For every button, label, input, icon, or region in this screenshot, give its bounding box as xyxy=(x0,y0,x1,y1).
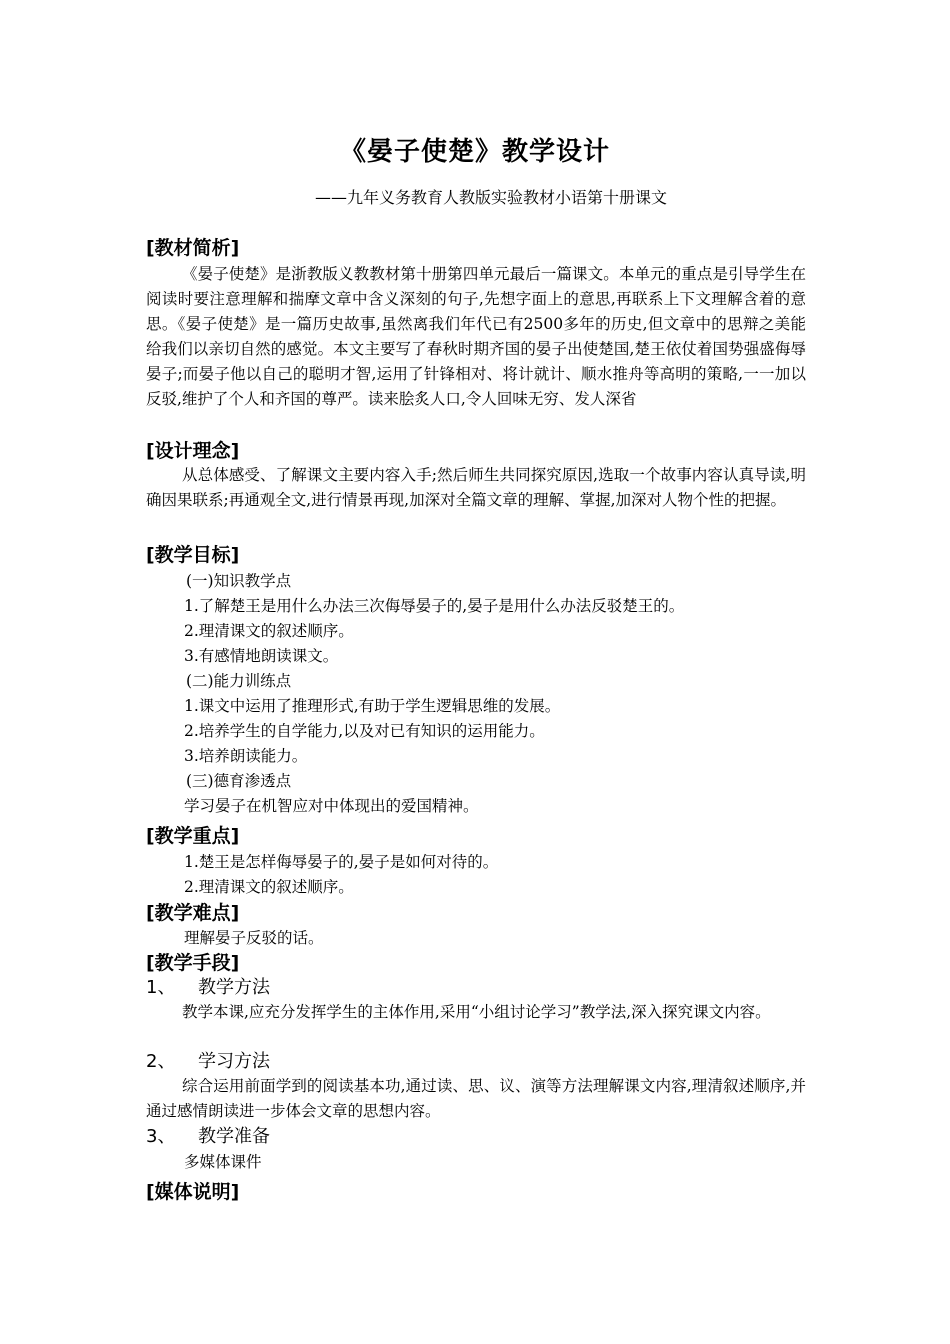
method-2-heading xyxy=(146,1050,270,1074)
method-2-number: 2、 xyxy=(146,1051,176,1072)
paragraph-material-analysis: 《晏子使楚》是浙教版义教教材第十册第四单元最后一篇课文。本单元的重点是引导学生在阅读时要注意理解和揣摩文章中含义深刻的句子,先想字面上的意思,再联系上下文理解含着的意思。《晏子使楚》是一篇历史故事,虽然离我们年代已有2500多年的历史,但文章中的思辩之美能给我们以亲切自然的感觉。本文主要写了春秋时期齐国的晏子出使楚国,楚王依仗着国势强盛侮辱晏子;而晏子他以自己的聪明才智,运用了针锋相对、将计就计、顺水推舟等高明的策略,一一加以反驳,维护了个人和齐国的尊严。读来脍炙人口,令人回味无穷、发人深省 xyxy=(146,265,806,408)
method-1-text: 教学本课,应充分发挥学生的主体作用,采用“小组讨论学习”教学法,深入探究课文内容。 xyxy=(182,1003,771,1021)
knowledge-points-title: (一)知识教学点 xyxy=(186,572,292,590)
list-item: 1.了解楚王是用什么办法三次侮辱晏子的,晏子是用什么办法反驳楚王的。 xyxy=(184,597,685,615)
method-3-text: 多媒体课件 xyxy=(184,1153,262,1171)
heading-material-analysis: [教材简析] xyxy=(146,237,240,259)
method-3-number: 3、 xyxy=(146,1126,176,1147)
method-1-heading xyxy=(146,976,270,1000)
heading-difficulties: [教学难点] xyxy=(146,902,240,924)
method-3-title: 教学准备 xyxy=(198,1126,270,1147)
method-3-heading xyxy=(146,1125,270,1149)
ability-points-title: (二)能力训练点 xyxy=(186,672,292,690)
list-item: 3.培养朗读能力。 xyxy=(184,747,308,765)
document-title: 《晏子使楚》教学设计 xyxy=(339,137,610,167)
moral-points-text: 学习晏子在机智应对中体现出的爱国精神。 xyxy=(184,797,479,815)
heading-teaching-goals: [教学目标] xyxy=(146,544,240,566)
document-subtitle: ——九年义务教育人教版实验教材小语第十册课文 xyxy=(315,188,668,207)
list-item: 2.理清课文的叙述顺序。 xyxy=(184,878,354,896)
heading-design-concept: [设计理念] xyxy=(146,440,240,462)
heading-key-points: [教学重点] xyxy=(146,825,240,847)
method-2-text: 综合运用前面学到的阅读基本功,通过读、思、议、演等方法理解课文内容,理清叙述顺序,并通过感情朗读进一步体会文章的思想内容。 xyxy=(146,1077,806,1120)
list-item: 3.有感情地朗读课文。 xyxy=(184,647,339,665)
paragraph-design-concept: 从总体感受、了解课文主要内容入手;然后师生共同探究原因,选取一个故事内容认真导读,明确因果联系;再通观全文,进行情景再现,加深对全篇文章的理解、掌握,加深对人物个性的把握。 xyxy=(146,466,806,509)
difficulties-text: 理解晏子反驳的话。 xyxy=(184,929,324,947)
list-item: 1.楚王是怎样侮辱晏子的,晏子是如何对待的。 xyxy=(184,853,499,871)
list-item: 2.培养学生的自学能力,以及对已有知识的运用能力。 xyxy=(184,722,545,740)
list-item: 2.理清课文的叙述顺序。 xyxy=(184,622,354,640)
method-1-number: 1、 xyxy=(146,977,176,998)
heading-media: [媒体说明] xyxy=(146,1181,240,1203)
method-1-title: 教学方法 xyxy=(198,977,270,998)
method-2-title: 学习方法 xyxy=(198,1051,270,1072)
list-item: 1.课文中运用了推理形式,有助于学生逻辑思维的发展。 xyxy=(184,697,561,715)
heading-means: [教学手段] xyxy=(146,952,240,974)
moral-points-title: (三)德育渗透点 xyxy=(186,772,292,790)
